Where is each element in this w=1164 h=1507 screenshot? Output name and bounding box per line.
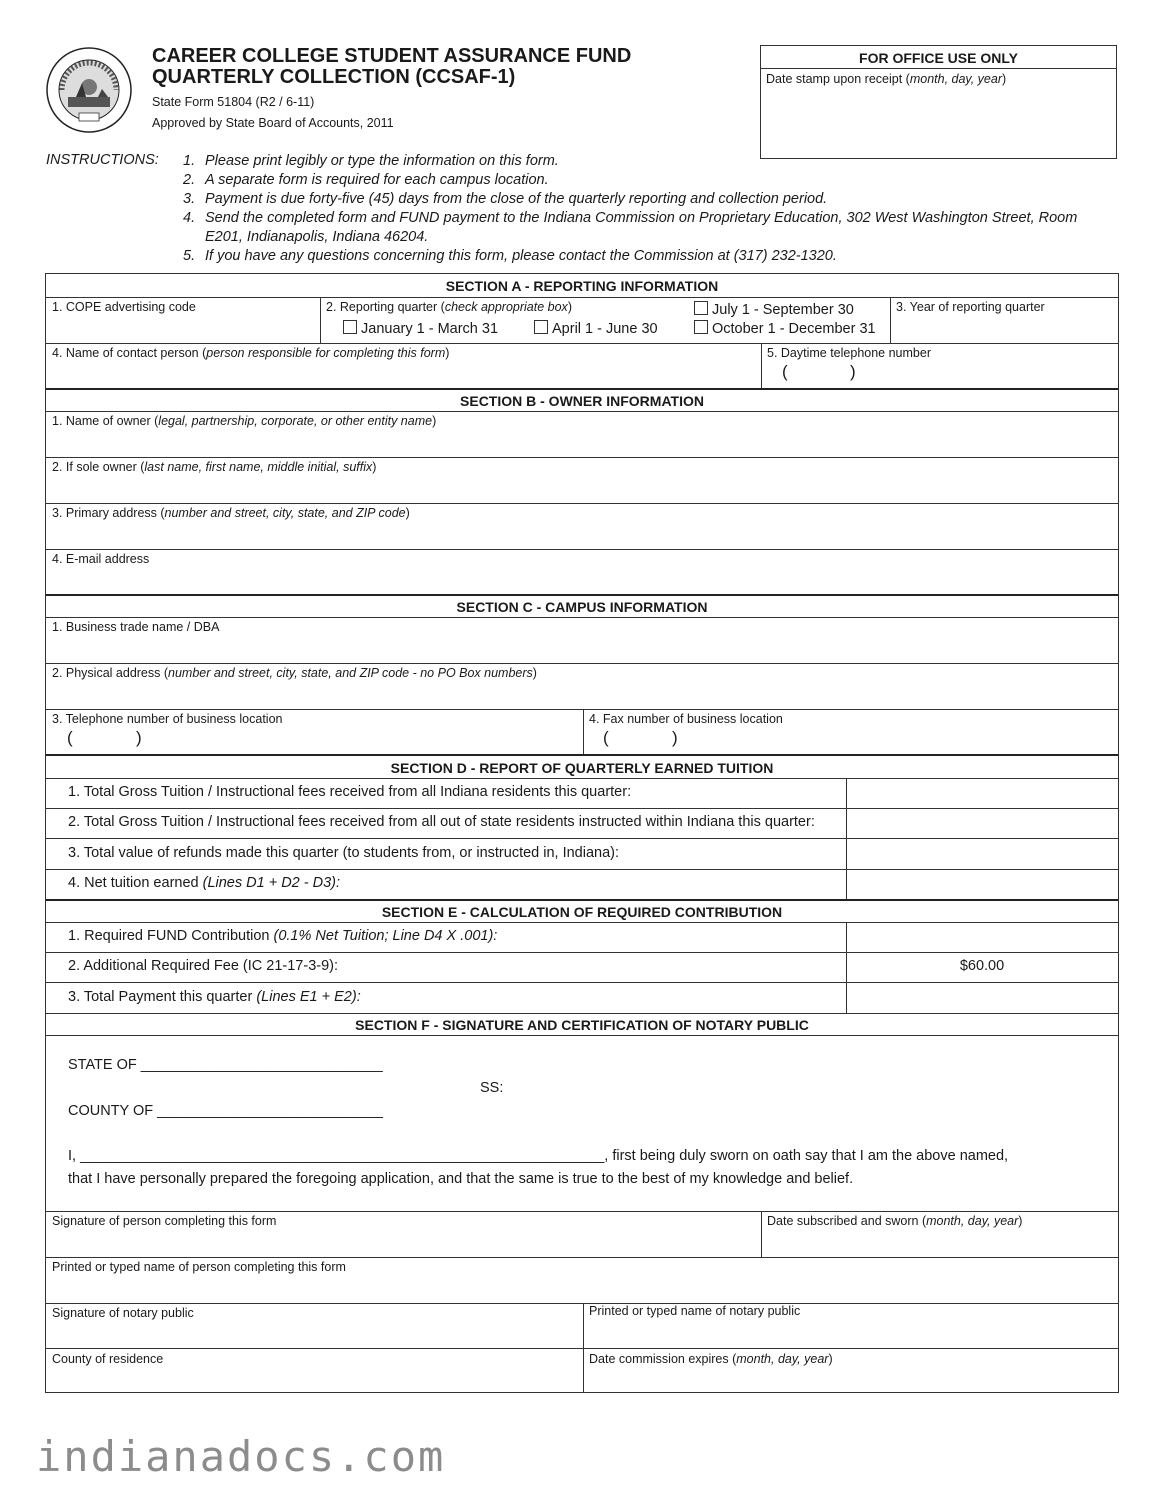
instruction-text: If you have any questions concerning this form, please contact the Commission at (317) 232-1320. bbox=[205, 248, 837, 264]
oath-line-1: I, _________________________________________________________________, first being duly sworn on oath say that I am the above named, bbox=[68, 1148, 1009, 1164]
business-fax-paren-open: ( bbox=[603, 728, 609, 747]
sole-owner-field[interactable] bbox=[46, 457, 1118, 503]
reporting-year-label: 3. Year of reporting quarter bbox=[896, 300, 1045, 314]
date-sworn-hint: month, day, year bbox=[926, 1214, 1019, 1228]
office-use-heading: FOR OFFICE USE ONLY bbox=[761, 46, 1116, 69]
checkbox-icon bbox=[343, 320, 357, 334]
instruction-item bbox=[183, 209, 1103, 247]
quarter-q3-label: July 1 - September 30 bbox=[712, 302, 854, 318]
quarter-q1-label: January 1 - March 31 bbox=[361, 321, 499, 337]
quarter-q2-label: April 1 - June 30 bbox=[552, 321, 658, 337]
primary-address-label: 3. Primary address ( bbox=[52, 506, 165, 520]
approval-note: Approved by State Board of Accounts, 2011 bbox=[152, 116, 394, 130]
gross-tuition-indiana-label: 1. Total Gross Tuition / Instructional fees received from all Indiana residents this quarter: bbox=[68, 784, 632, 800]
gross-tuition-out-of-state-label: 2. Total Gross Tuition / Instructional fees received from all out of state residents instructed within Indiana this quarter: bbox=[68, 814, 815, 830]
net-tuition-text: 4. Net tuition earned bbox=[68, 875, 203, 891]
section-e-heading: SECTION E - CALCULATION OF REQUIRED CONTRIBUTION bbox=[381, 904, 783, 920]
daytime-phone-field[interactable] bbox=[761, 343, 1118, 388]
date-stamp-close: ) bbox=[1002, 72, 1007, 86]
instruction-text: Payment is due forty-five (45) days from the close of the quarterly reporting and collection period. bbox=[205, 191, 828, 207]
required-contribution-input[interactable] bbox=[846, 922, 1118, 952]
quarter-checkbox-q2[interactable] bbox=[534, 320, 658, 337]
instruction-text: Please print legibly or type the information on this form. bbox=[205, 153, 559, 169]
cope-code-label: 1. COPE advertising code bbox=[52, 300, 196, 314]
email-field[interactable] bbox=[46, 549, 1118, 594]
sole-owner-label: 2. If sole owner ( bbox=[52, 460, 145, 474]
date-sworn-field[interactable] bbox=[761, 1211, 1118, 1257]
reporting-quarter-hint: check appropriate box bbox=[444, 300, 568, 314]
sole-owner-hint: last name, first name, middle initial, suffix bbox=[144, 460, 373, 474]
indiana-state-seal-icon bbox=[46, 47, 132, 133]
ss-label: SS: bbox=[480, 1080, 504, 1096]
primary-address-hint: number and street, city, state, and ZIP code bbox=[164, 506, 406, 520]
section-b-heading: SECTION B - OWNER INFORMATION bbox=[460, 393, 704, 409]
business-phone-paren-close: ) bbox=[136, 728, 142, 747]
commission-expires-hint: month, day, year bbox=[736, 1352, 829, 1366]
business-fax-paren-close: ) bbox=[672, 728, 678, 747]
instruction-number: 1. bbox=[183, 153, 196, 169]
owner-name-hint: legal, partnership, corporate, or other entity name bbox=[158, 414, 433, 428]
checkbox-icon bbox=[534, 320, 548, 334]
required-contribution-label bbox=[68, 928, 497, 944]
cope-code-field[interactable] bbox=[46, 297, 320, 343]
reporting-quarter-text: 2. Reporting quarter ( bbox=[326, 300, 445, 314]
required-contribution-text: 1. Required FUND Contribution bbox=[68, 928, 274, 944]
business-phone-field[interactable] bbox=[46, 709, 583, 754]
quarter-checkbox-q1[interactable] bbox=[343, 320, 498, 337]
instructions-list bbox=[183, 152, 1103, 266]
checkbox-icon bbox=[694, 320, 708, 334]
instruction-item bbox=[183, 190, 1103, 209]
commission-expires-label: Date commission expires ( bbox=[589, 1352, 737, 1366]
notary-printed-name-label: Printed or typed name of notary public bbox=[589, 1304, 801, 1318]
instruction-text: A separate form is required for each campus location. bbox=[205, 172, 549, 188]
checkbox-icon bbox=[694, 301, 708, 315]
date-sworn-label: Date subscribed and sworn ( bbox=[767, 1214, 927, 1228]
oath-line-2: that I have personally prepared the foregoing application, and that the same is true to the best of my knowledge and belief. bbox=[68, 1171, 854, 1187]
county-residence-label: County of residence bbox=[52, 1352, 164, 1366]
notary-printed-name-field[interactable] bbox=[583, 1301, 1118, 1347]
business-phone-paren-open: ( bbox=[67, 728, 73, 747]
owner-name-label: 1. Name of owner ( bbox=[52, 414, 159, 428]
net-tuition-hint: (Lines D1 + D2 - D3): bbox=[202, 875, 341, 891]
commission-expires-close: ) bbox=[828, 1352, 833, 1366]
person-signature-field[interactable] bbox=[46, 1211, 761, 1257]
form-title bbox=[152, 46, 631, 88]
notary-signature-label: Signature of notary public bbox=[52, 1306, 194, 1320]
quarter-checkbox-q4[interactable] bbox=[694, 320, 876, 337]
instruction-number: 5. bbox=[183, 248, 196, 264]
physical-address-hint: number and street, city, state, and ZIP code - no PO Box numbers bbox=[168, 666, 533, 680]
physical-address-field[interactable] bbox=[46, 663, 1118, 709]
instruction-number: 3. bbox=[183, 191, 196, 207]
contact-person-close: ) bbox=[445, 346, 450, 360]
phone-paren-close: ) bbox=[850, 362, 856, 381]
gross-tuition-out-of-state-input[interactable] bbox=[846, 808, 1118, 838]
section-a-heading: SECTION A - REPORTING INFORMATION bbox=[445, 278, 719, 294]
trade-name-label: 1. Business trade name / DBA bbox=[52, 620, 220, 634]
form-body bbox=[45, 273, 1119, 1393]
total-payment-label bbox=[68, 989, 361, 1005]
additional-fee-label: 2. Additional Required Fee (IC 21-17-3-9): bbox=[68, 958, 339, 974]
instructions-label: INSTRUCTIONS: bbox=[46, 152, 159, 168]
contact-person-field[interactable] bbox=[46, 343, 761, 388]
reporting-year-field[interactable] bbox=[890, 297, 1118, 343]
business-phone-label: 3. Telephone number of business location bbox=[52, 712, 283, 726]
date-sworn-close: ) bbox=[1018, 1214, 1023, 1228]
date-stamp-label: Date stamp upon receipt ( bbox=[766, 72, 910, 86]
county-of-line[interactable]: COUNTY OF ____________________________ bbox=[68, 1103, 383, 1119]
section-c-heading: SECTION C - CAMPUS INFORMATION bbox=[456, 599, 708, 615]
notary-signature-field[interactable] bbox=[46, 1303, 583, 1349]
commission-expires-field[interactable] bbox=[583, 1349, 1118, 1393]
physical-address-close: ) bbox=[532, 666, 537, 680]
required-contribution-hint: (0.1% Net Tuition; Line D4 X .001): bbox=[273, 928, 498, 944]
primary-address-field[interactable] bbox=[46, 503, 1118, 549]
reporting-quarter-close: ) bbox=[567, 300, 572, 314]
refunds-label: 3. Total value of refunds made this quarter (to students from, or instructed in, Indiana): bbox=[68, 845, 620, 861]
daytime-phone-label: 5. Daytime telephone number bbox=[767, 346, 931, 360]
form-number: State Form 51804 (R2 / 6-11) bbox=[152, 95, 315, 109]
county-residence-field[interactable] bbox=[46, 1349, 583, 1393]
owner-name-field[interactable] bbox=[46, 411, 1118, 457]
person-signature-label: Signature of person completing this form bbox=[52, 1214, 277, 1228]
instruction-text: Send the completed form and FUND payment to the Indiana Commission on Proprietary Education, 302 West Washington Street, Room E201, Indianapolis, Indiana 46204. bbox=[205, 210, 1078, 245]
printed-name-field[interactable] bbox=[46, 1257, 1118, 1303]
net-tuition-label bbox=[68, 875, 340, 891]
additional-fee-amount: $60.00 bbox=[959, 958, 1005, 974]
physical-address-label: 2. Physical address ( bbox=[52, 666, 169, 680]
total-payment-text: 3. Total Payment this quarter bbox=[68, 989, 257, 1005]
phone-paren-open: ( bbox=[782, 362, 788, 381]
gross-tuition-indiana-input[interactable] bbox=[846, 778, 1118, 808]
contact-person-hint: person responsible for completing this form bbox=[206, 346, 446, 360]
instruction-number: 2. bbox=[183, 172, 196, 188]
refunds-input[interactable] bbox=[846, 838, 1118, 869]
section-f-heading: SECTION F - SIGNATURE AND CERTIFICATION OF NOTARY PUBLIC bbox=[355, 1017, 809, 1033]
section-d-heading: SECTION D - REPORT OF QUARTERLY EARNED TUITION bbox=[390, 760, 774, 776]
owner-name-close: ) bbox=[432, 414, 437, 428]
quarter-q4-label: October 1 - December 31 bbox=[712, 321, 876, 337]
total-payment-hint: (Lines E1 + E2): bbox=[256, 989, 361, 1005]
quarter-checkbox-q3[interactable] bbox=[694, 301, 854, 318]
instruction-item bbox=[183, 247, 1103, 266]
watermark: indianadocs.com bbox=[36, 1432, 446, 1481]
instruction-number: 4. bbox=[183, 210, 196, 226]
date-stamp-field[interactable] bbox=[761, 69, 1116, 89]
form-title-line2: QUARTERLY COLLECTION (CCSAF-1) bbox=[152, 66, 516, 88]
business-fax-label: 4. Fax number of business location bbox=[589, 712, 783, 726]
total-payment-input[interactable] bbox=[846, 982, 1118, 1013]
sole-owner-close: ) bbox=[372, 460, 377, 474]
primary-address-close: ) bbox=[405, 506, 410, 520]
net-tuition-input[interactable] bbox=[846, 869, 1118, 899]
state-of-line[interactable]: STATE OF ______________________________ bbox=[68, 1057, 383, 1073]
printed-name-label: Printed or typed name of person completing this form bbox=[52, 1260, 346, 1274]
business-fax-field[interactable] bbox=[583, 709, 1118, 754]
form-title-line1: CAREER COLLEGE STUDENT ASSURANCE FUND bbox=[152, 45, 632, 67]
instruction-item bbox=[183, 171, 1103, 190]
date-stamp-hint: month, day, year bbox=[909, 72, 1003, 86]
contact-person-label: 4. Name of contact person ( bbox=[52, 346, 207, 360]
trade-name-field[interactable] bbox=[46, 617, 1118, 663]
email-label: 4. E-mail address bbox=[52, 552, 150, 566]
office-use-box bbox=[760, 45, 1117, 159]
instruction-item bbox=[183, 152, 1103, 171]
